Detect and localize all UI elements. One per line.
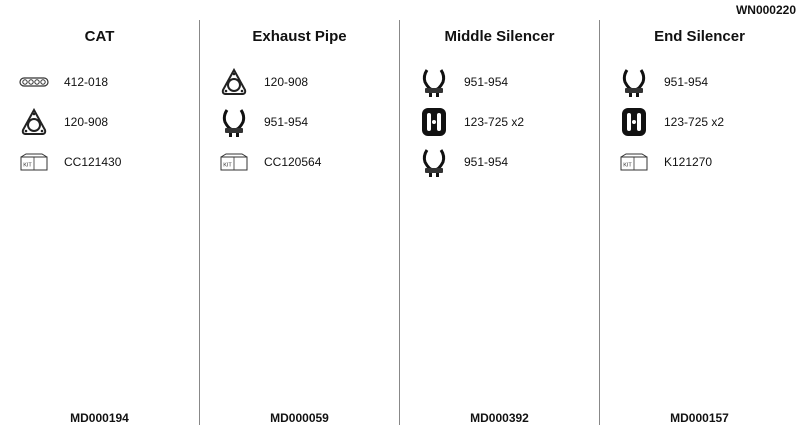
svg-text:KIT: KIT	[623, 162, 632, 169]
part-number: 951-954	[464, 75, 509, 89]
part-item	[18, 62, 199, 102]
kit-box-icon	[218, 146, 250, 178]
part-item	[218, 62, 399, 102]
parts-list	[18, 62, 199, 182]
part-item	[618, 102, 799, 142]
clamp-icon	[418, 146, 450, 178]
clamp-icon	[218, 106, 250, 138]
column-title: Exhaust Pipe	[252, 28, 347, 45]
part-number: 123-725 x2	[664, 115, 725, 129]
column-code: MD000059	[270, 411, 329, 425]
part-number: 123-725 x2	[464, 115, 525, 129]
column-end-silencer	[599, 20, 799, 425]
column-cat	[0, 20, 199, 425]
gasket-chain-icon	[18, 66, 50, 98]
part-number: 120-908	[264, 75, 309, 89]
rubber-mount-icon	[618, 106, 650, 138]
kit-box-icon	[18, 146, 50, 178]
part-item	[18, 142, 199, 182]
parts-list	[218, 62, 399, 182]
column-exhaust-pipe	[199, 20, 399, 425]
part-item	[418, 142, 599, 182]
assembly-reference: WN000220	[735, 3, 796, 17]
column-title: Middle Silencer	[444, 28, 555, 45]
column-code: MD000392	[470, 411, 529, 425]
part-number: 120-908	[64, 115, 109, 129]
part-number: 951-954	[264, 115, 309, 129]
part-item	[618, 142, 799, 182]
column-title: CAT	[84, 28, 115, 45]
part-number: CC121430	[64, 155, 122, 169]
part-number: K121270	[664, 155, 713, 169]
part-item	[218, 102, 399, 142]
part-item	[18, 102, 199, 142]
column-title: End Silencer	[654, 28, 745, 45]
flange-gasket-icon	[18, 106, 50, 138]
column-code: MD000157	[670, 411, 729, 425]
clamp-icon	[418, 66, 450, 98]
parts-list	[418, 62, 599, 182]
part-item	[218, 142, 399, 182]
rubber-mount-icon	[418, 106, 450, 138]
parts-columns	[0, 20, 800, 425]
part-number: 412-018	[64, 75, 109, 89]
column-middle-silencer	[399, 20, 599, 425]
svg-text:KIT: KIT	[223, 162, 232, 169]
part-number: CC120564	[264, 155, 322, 169]
part-item	[418, 102, 599, 142]
part-item	[618, 62, 799, 102]
part-number: 951-954	[464, 155, 509, 169]
kit-box-icon	[618, 146, 650, 178]
part-item	[418, 62, 599, 102]
clamp-icon	[618, 66, 650, 98]
part-number: 951-954	[664, 75, 709, 89]
column-code: MD000194	[70, 411, 129, 425]
parts-list	[618, 62, 799, 182]
flange-gasket-icon	[218, 66, 250, 98]
svg-text:KIT: KIT	[23, 162, 32, 169]
